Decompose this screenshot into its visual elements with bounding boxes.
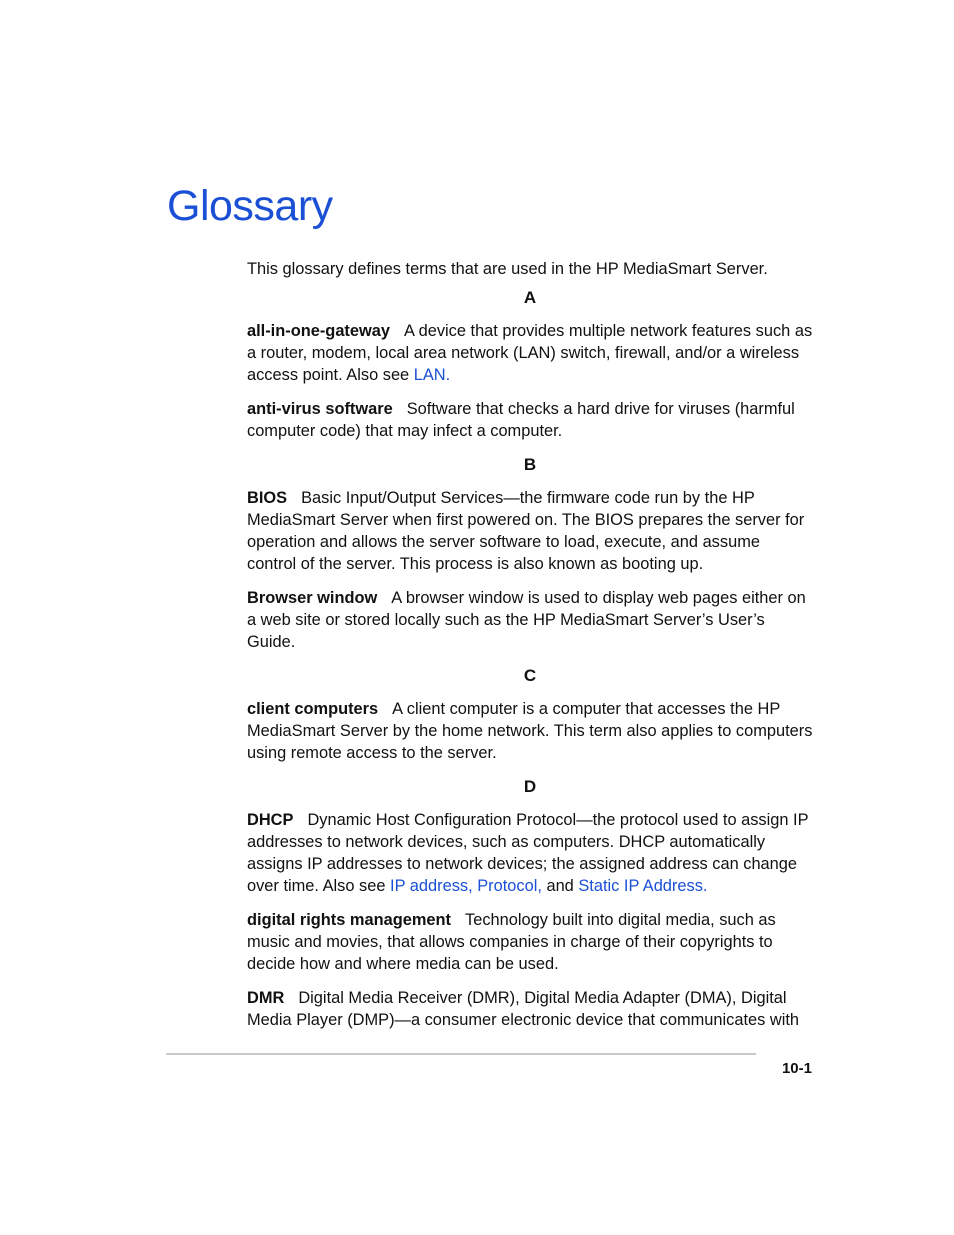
entry-dmr [247,987,813,1031]
entry-browser-window [247,587,813,653]
term-client-computers: client computers [247,700,379,718]
page-title: Glossary [167,182,333,230]
definition-dhcp: Dynamic Host Configuration Protocol—the protocol used to assign IP addresses to network devices, such as computers. DHCP automatically assigns IP addresses to network devices; the assigned address can change over time. Also see [247,811,809,895]
definition-bios: Basic Input/Output Services—the firmware code run by the HP MediaSmart Server when first powered on. The BIOS prepares the server for operation and allows the server software to load, execute, and assume control of the server. This process is also known as booting up. [247,489,805,573]
term-dmr: DMR [247,989,285,1007]
page-number: 10-1 [781,1060,812,1077]
section-letter-b: B [523,455,537,474]
term-browser-window: Browser window [247,589,378,607]
entry-bios [247,487,813,575]
definition-browser-window: A browser window is used to display web pages either on a web site or stored locally such as the HP MediaSmart Server’s User’s Guide. [247,589,806,651]
link-static-ip-address[interactable]: Static IP Address. [578,877,708,895]
definition-all-in-one-gateway: A device that provides multiple network features such as a router, modem, local area network (LAN) switch, firewall, and/or a wireless access point. Also see [247,322,813,384]
section-letter-d: D [523,777,537,796]
glossary-intro: This glossary defines terms that are used in the HP MediaSmart Server. [247,260,768,278]
entry-digital-rights-management [247,909,813,975]
term-all-in-one-gateway: all-in-one-gateway [247,322,390,340]
definition-client-computers: A client computer is a computer that accesses the HP MediaSmart Server by the home network. This term also applies to computers using remote access to the server. [247,700,813,762]
entry-client-computers [247,698,813,764]
conjunction-and: and [546,877,574,895]
entry-all-in-one-gateway [247,320,813,386]
section-letter-c: C [523,666,537,685]
glossary-content [247,258,813,1043]
link-lan[interactable]: LAN. [413,366,451,384]
section-letter-a: A [523,288,537,307]
definition-dmr: Digital Media Receiver (DMR), Digital Media Adapter (DMA), Digital Media Player (DMP)—a consumer electronic device that communicates with [247,989,800,1029]
term-digital-rights-management: digital rights management [247,911,452,929]
footer-divider [166,1053,756,1055]
entry-dhcp [247,809,813,897]
definition-digital-rights-management: Technology built into digital media, such as music and movies, that allows companies in charge of their copyrights to decide how and where media can be used. [247,911,776,973]
definition-anti-virus-software: Software that checks a hard drive for viruses (harmful computer code) that may infect a computer. [247,400,795,440]
link-protocol[interactable]: Protocol, [477,877,542,895]
entry-anti-virus-software [247,398,813,442]
link-ip-address[interactable]: IP address, [390,877,473,895]
term-anti-virus-software: anti-virus software [247,400,393,418]
term-bios: BIOS [247,489,288,507]
term-dhcp: DHCP [247,811,294,829]
